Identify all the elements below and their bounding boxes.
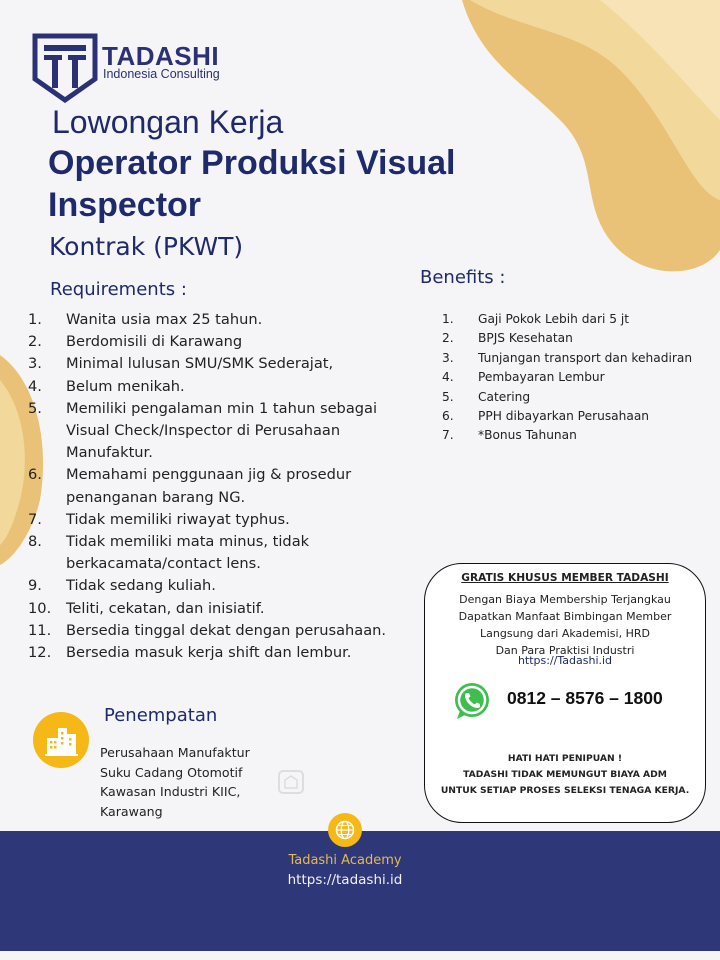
benefits-list [442,310,712,446]
requirements-list [28,309,408,664]
footer-url-link[interactable]: https://tadashi.id [287,872,403,888]
list-item: 5. Memiliki pengalaman min 1 tahun sebagai Visual Check/Inspector di Perusahaan Manufaktur. [28,399,378,462]
watermark-icon [276,768,306,796]
membership-info-box [424,563,706,823]
building-icon [33,712,89,768]
footer-brand-name: Tadashi Academy [288,853,402,868]
list-item: 8. Tidak memiliki mata minus, tidak berkacamata/contact lens. [28,533,310,573]
footer-bottom-strip [0,951,720,960]
list-item: 10. Teliti, cekatan, dan inisiatif. [28,599,265,617]
whatsapp-phone-number: 0812 – 8576 – 1800 [507,688,663,708]
brand-logo [32,33,232,105]
placement-heading: Penempatan [104,705,218,726]
benefits-heading: Benefits : [420,267,506,288]
list-item: 1. Wanita usia max 25 tahun. [28,311,263,328]
list-item: 9. Tidak sedang kuliah. [28,577,216,595]
brand-subtitle: Indonesia Consulting [103,67,220,81]
fraud-warning: HATI HATI PENIPUAN ! TADASHI TIDAK MEMUNGUT BIAYA ADM UNTUK SETIAP PROSES SELEKSI TENAGA KERJA. [440,753,690,796]
tadashi-logo-icon [32,33,98,103]
list-item: 7. Tidak memiliki riwayat typhus. [28,510,290,528]
list-item: 6. Memahami penggunaan jig & prosedur penanganan barang NG. [28,466,352,506]
list-item: 12. Bersedia masuk kerja shift dan lembur. [28,644,352,662]
membership-title: GRATIS KHUSUS MEMBER TADASHI [461,572,669,584]
list-item: 3. Minimal lulusan SMU/SMK Sederajat, [28,355,334,373]
list-item: 4. Belum menikah. [28,377,185,395]
list-item: 7. *Bonus Tahunan [442,428,577,443]
membership-description: Dengan Biaya Membership Terjangkau Dapatkan Manfaat Bimbingan Member Langsung dari Akademisi, HRD Dan Para Praktisi Industri [458,593,672,657]
list-item: 6. PPH dibayarkan Perusahaan [442,409,650,424]
whatsapp-icon[interactable] [451,680,493,722]
contract-type: Kontrak (PKWT) [49,232,244,261]
list-item: 11. Bersedia tinggal dekat dengan perusahaan. [28,621,387,639]
requirements-heading: Requirements : [50,279,187,300]
placement-details: Perusahaan Manufaktur Suku Cadang Otomotif Kawasan Industri KIIC, Karawang [100,745,250,819]
globe-icon [327,812,363,848]
list-item: 5. Catering [442,389,531,404]
list-item: 4. Pembayaran Lembur [442,370,605,385]
footer-bar [0,831,720,951]
membership-url-link[interactable]: https://Tadashi.id [517,654,613,667]
list-item: 2. BPJS Kesehatan [442,331,573,346]
list-item: 1. Gaji Pokok Lebih dari 5 jt [442,312,630,326]
brand-name: TADASHI [102,41,220,71]
list-item: 2. Berdomisili di Karawang [28,333,243,351]
job-vacancy-label: Lowongan Kerja [52,104,284,140]
list-item: 3. Tunjangan transport dan kehadiran [442,350,693,365]
job-title: Operator Produksi Visual Inspector [48,144,456,224]
